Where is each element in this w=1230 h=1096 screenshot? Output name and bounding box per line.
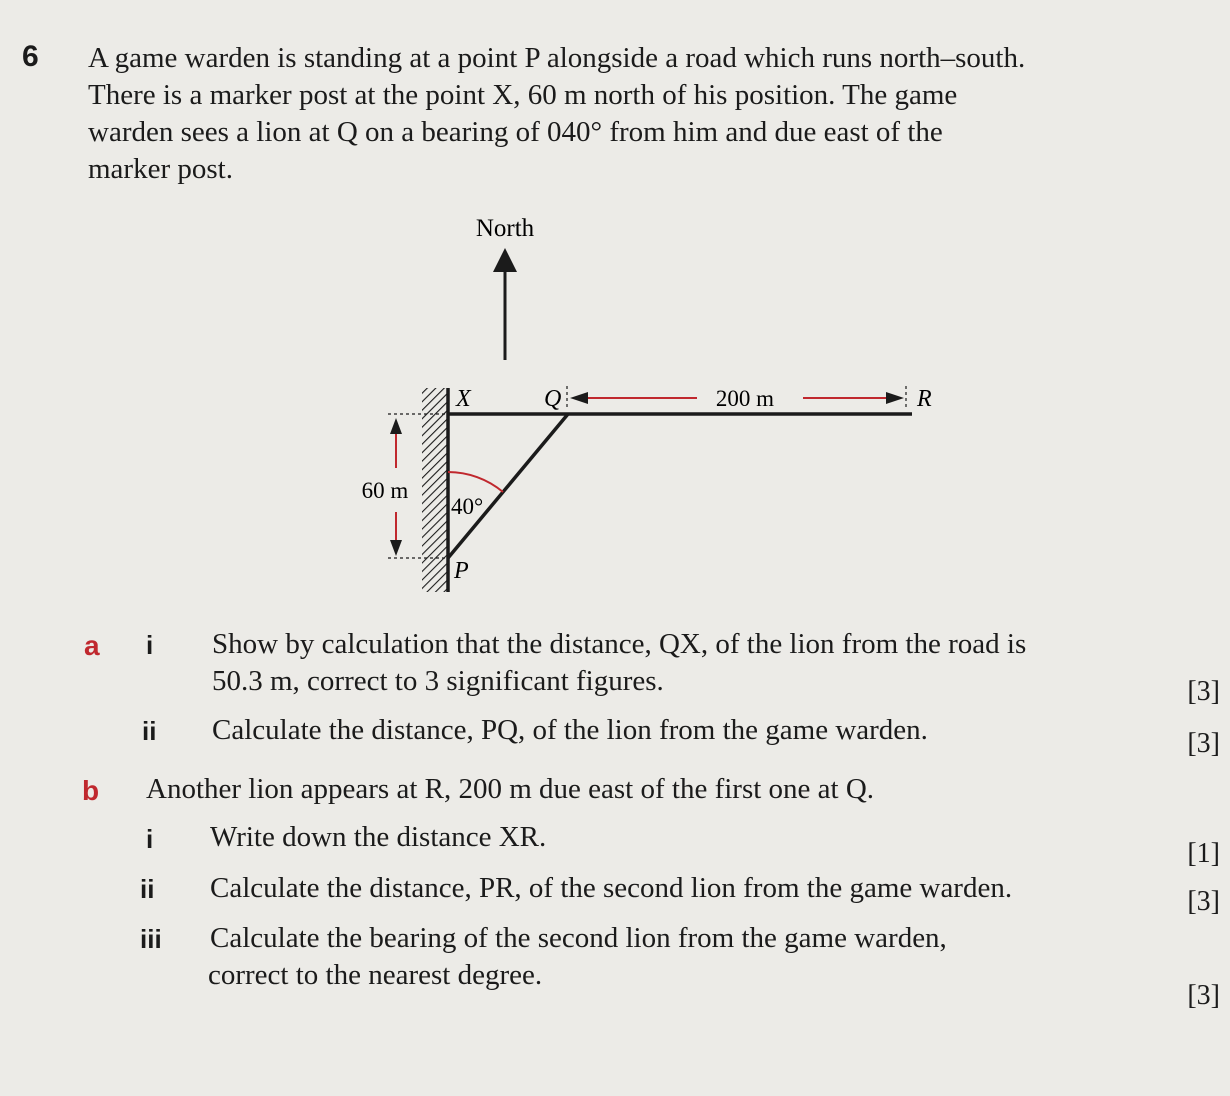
dim-200-left-head: [570, 392, 588, 404]
angle-label: 40°: [451, 494, 484, 519]
part-a-ii-marks: [3]: [1187, 728, 1220, 759]
part-b-ii-text: Calculate the distance, PR, of the second lion from the game warden.: [210, 872, 1013, 904]
label-q: Q: [544, 386, 562, 412]
north-arrow-head: [493, 248, 517, 272]
part-b-iii-label: iii: [140, 924, 162, 954]
part-a-i-marks: [3]: [1187, 676, 1220, 707]
intro-line-1: A game warden is standing at a point P alongside a road which runs north–south.: [88, 42, 1026, 74]
dim-60-label: 60 m: [361, 478, 409, 503]
label-p: P: [454, 558, 469, 584]
north-label: North: [475, 215, 535, 242]
intro-line-3: warden sees a lion at Q on a bearing of 040° from him and due east of the: [88, 116, 943, 148]
angle-arc: [448, 472, 503, 492]
intro-line-4: marker post.: [88, 153, 233, 185]
part-b-iii-marks: [3]: [1187, 980, 1220, 1011]
part-a-ii-text: Calculate the distance, PQ, of the lion from the game warden.: [212, 714, 928, 746]
part-b-iii-text-1: Calculate the bearing of the second lion from the game warden,: [210, 922, 947, 954]
road-hatching: [422, 388, 448, 592]
part-b-ii-marks: [3]: [1187, 886, 1220, 917]
part-b-iii-text-2: correct to the nearest degree.: [208, 959, 543, 991]
part-b-i-marks: [1]: [1187, 838, 1220, 869]
question-number: 6: [22, 40, 39, 73]
dim-200-label: 200 m: [715, 386, 775, 411]
part-a-i-text-1: Show by calculation that the distance, QX, of the lion from the road is: [212, 628, 1027, 660]
label-r: R: [917, 386, 932, 412]
part-a-ii-label: ii: [142, 716, 157, 746]
part-b-text: Another lion appears at R, 200 m due east of the first one at Q.: [146, 773, 875, 805]
part-b-i-text: Write down the distance XR.: [210, 821, 547, 853]
dim-60-top-head: [390, 418, 402, 434]
intro-line-2: There is a marker post at the point X, 60 m north of his position. The game: [88, 79, 958, 111]
line-p-q: [448, 414, 568, 558]
part-a-i-label: i: [146, 630, 154, 660]
part-b-label: b: [82, 775, 100, 806]
part-b-ii-label: ii: [140, 874, 155, 904]
dim-200-right-head: [886, 392, 904, 404]
part-a-i-text-2: 50.3 m, correct to 3 significant figures.: [212, 665, 664, 697]
label-x: X: [456, 386, 471, 412]
part-a-label: a: [84, 630, 100, 661]
dim-60-bottom-head: [390, 540, 402, 556]
part-b-i-label: i: [146, 824, 154, 854]
